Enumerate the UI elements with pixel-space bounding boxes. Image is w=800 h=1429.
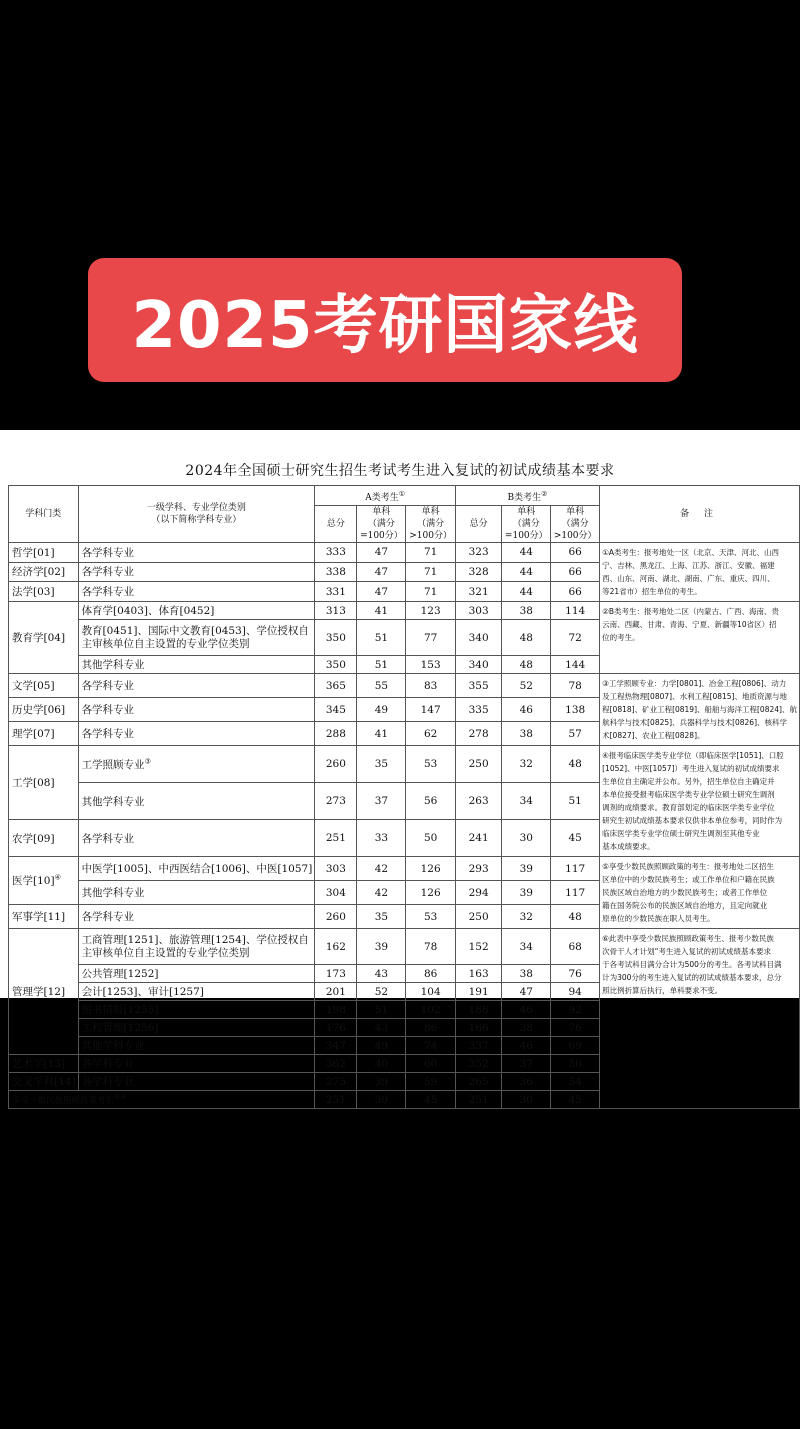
a-single-gt100-cell: 126 <box>406 857 456 881</box>
note-line: ⑥此表中享受少数民族照顾政策考生、报考少数民族 <box>602 934 774 943</box>
a-single100-cell: 51 <box>357 656 406 674</box>
a-total-cell: 350 <box>315 620 357 656</box>
b-single100-cell: 34 <box>502 929 551 965</box>
b-total-cell: 328 <box>455 562 501 582</box>
a-total-cell: 288 <box>315 722 357 746</box>
note-line: 云南、西藏、甘肃、青海、宁夏、新疆等10省区）招 <box>602 620 777 629</box>
b-single100-cell: 46 <box>502 1037 551 1055</box>
header-group-a: A类考生① <box>315 486 456 506</box>
b-total-cell: 250 <box>455 746 501 783</box>
a-single-gt100-cell: 102 <box>406 1001 456 1019</box>
table-row <box>9 543 800 563</box>
note-line: 位的考生。 <box>602 633 640 642</box>
b-single-gt100-cell: 51 <box>551 783 600 820</box>
note-block <box>600 857 800 929</box>
a-single100-cell: 47 <box>357 582 406 602</box>
category-cell: 哲学[01] <box>9 543 79 563</box>
header-notes: 备 注 <box>600 486 800 543</box>
subject-cell: 各学科专业 <box>78 820 315 857</box>
subject-cell: 各学科专业 <box>78 905 315 929</box>
a-total-cell: 347 <box>315 1037 357 1055</box>
header-group-b: B类考生② <box>455 486 599 506</box>
b-total-cell: 265 <box>455 1073 501 1091</box>
note-line: 于各考试科目满分合计为500分的考生。各考试科目满 <box>602 960 782 969</box>
header-a-total: 总分 <box>315 506 357 543</box>
b-single-gt100-cell: 66 <box>551 562 600 582</box>
category-cell: 文学[05] <box>9 674 79 698</box>
b-total-cell: 321 <box>455 582 501 602</box>
score-table <box>8 485 800 1109</box>
document-image <box>0 430 800 1106</box>
b-total-cell: 191 <box>455 983 501 1001</box>
a-total-cell: 303 <box>315 857 357 881</box>
a-single-gt100-cell: 59 <box>406 1073 456 1091</box>
note-line: 研究生初试成绩基本要求仅供非本单位参考，同时作为 <box>602 816 783 825</box>
note-line: ③工学照顾专业：力学[0801]、冶金工程[0806]、动力 <box>602 679 787 688</box>
note-line: 照比例折算后执行，单科要求不变。 <box>602 986 723 995</box>
note-line: ②B类考生：报考地处二区（内蒙古、广西、海南、贵 <box>602 607 779 616</box>
note-line: [1052]、中医[1057]）考生进入复试的初试成绩要求 <box>602 764 780 773</box>
header-a-single100: 单科 （满分=100分） <box>357 506 406 543</box>
table-row <box>9 746 800 783</box>
b-single100-cell: 39 <box>502 857 551 881</box>
a-single-gt100-cell: 60 <box>406 1055 456 1073</box>
b-single-gt100-cell: 76 <box>551 1019 600 1037</box>
a-single-gt100-cell: 45 <box>406 1091 456 1109</box>
a-total-cell: 345 <box>315 698 357 722</box>
b-single-gt100-cell: 144 <box>551 656 600 674</box>
note-line: 基本成绩要求。 <box>602 842 655 851</box>
a-single-gt100-cell: 153 <box>406 656 456 674</box>
note-line: 原单位的少数民族在职人员考生。 <box>602 914 715 923</box>
b-single-gt100-cell: 69 <box>551 1037 600 1055</box>
a-total-cell: 251 <box>315 1091 357 1109</box>
note-line: ④报考临床医学类专业学位（即临床医学[1051]、口腔 <box>602 751 784 760</box>
note-line: 程[0818]、矿业工程[0819]、船舶与海洋工程[0824]、航 <box>602 705 797 714</box>
title-banner <box>88 258 682 382</box>
note-line: ⑤享受少数民族照顾政策的考生：报考地处二区招生 <box>602 862 774 871</box>
note-line: 术[0827]、农业工程[0828]。 <box>602 731 705 740</box>
b-single100-cell: 48 <box>502 620 551 656</box>
table-row <box>9 602 800 620</box>
b-single100-cell: 44 <box>502 543 551 563</box>
a-single100-cell: 41 <box>357 722 406 746</box>
a-total-cell: 176 <box>315 1019 357 1037</box>
b-single-gt100-cell: 72 <box>551 620 600 656</box>
a-total-cell: 260 <box>315 746 357 783</box>
note-line: 籍在国务院公布的民族区域自治地方，且定向就业 <box>602 901 768 910</box>
b-single-gt100-cell: 48 <box>551 746 600 783</box>
table-row <box>9 674 800 698</box>
b-single100-cell: 37 <box>502 1055 551 1073</box>
a-total-cell: 275 <box>315 1073 357 1091</box>
b-total-cell: 355 <box>455 674 501 698</box>
subject-cell: 各学科专业 <box>78 674 315 698</box>
a-single100-cell: 42 <box>357 857 406 881</box>
header-category: 学科门类 <box>9 486 79 543</box>
note-block <box>600 543 800 602</box>
subject-cell: 会计[1253]、审计[1257] <box>78 983 315 1001</box>
b-single-gt100-cell: 117 <box>551 881 600 905</box>
b-total-cell: 293 <box>455 857 501 881</box>
note-line: 计为300分的考生进入复试的初试成绩基本要求，总分 <box>602 973 782 982</box>
a-total-cell: 350 <box>315 656 357 674</box>
b-single-gt100-cell: 66 <box>551 543 600 563</box>
b-total-cell: 152 <box>455 929 501 965</box>
a-single100-cell: 51 <box>357 620 406 656</box>
a-single100-cell: 37 <box>357 783 406 820</box>
b-single100-cell: 34 <box>502 783 551 820</box>
subject-cell: 图书情报[1255] <box>78 1001 315 1019</box>
b-total-cell: 278 <box>455 722 501 746</box>
subject-cell: 其他学科专业 <box>78 656 315 674</box>
subject-cell: 各学科专业 <box>78 543 315 563</box>
b-single100-cell: 39 <box>502 881 551 905</box>
b-total-cell: 163 <box>455 965 501 983</box>
a-single100-cell: 35 <box>357 746 406 783</box>
a-total-cell: 362 <box>315 1055 357 1073</box>
a-total-cell: 273 <box>315 783 357 820</box>
b-single-gt100-cell: 94 <box>551 983 600 1001</box>
b-single100-cell: 47 <box>502 983 551 1001</box>
a-single-gt100-cell: 77 <box>406 620 456 656</box>
note-line: 民族区域自治地方的少数民族考生；或者工作单位 <box>602 888 768 897</box>
b-single-gt100-cell: 92 <box>551 1001 600 1019</box>
a-total-cell: 260 <box>315 905 357 929</box>
a-single100-cell: 43 <box>357 965 406 983</box>
a-single-gt100-cell: 71 <box>406 562 456 582</box>
category-cell: 军事学[11] <box>9 905 79 929</box>
a-total-cell: 338 <box>315 562 357 582</box>
b-total-cell: 250 <box>455 905 501 929</box>
a-single-gt100-cell: 62 <box>406 722 456 746</box>
b-total-cell: 335 <box>455 698 501 722</box>
category-cell: 享受少数民族照顾政策考生⑤⑥ <box>9 1091 315 1109</box>
note-line: 宁、吉林、黑龙江、上海、江苏、浙江、安徽、福建 <box>602 561 775 570</box>
subject-cell: 教育[0451]、国际中文教育[0453]、学位授权自主审核单位自主设置的专业学位类别 <box>78 620 315 656</box>
b-single-gt100-cell: 68 <box>551 929 600 965</box>
note-line: ①A类考生：报考地处一区（北京、天津、河北、山西 <box>602 548 779 557</box>
note-block <box>600 929 800 1109</box>
b-single100-cell: 44 <box>502 562 551 582</box>
category-cell: 理学[07] <box>9 722 79 746</box>
a-single100-cell: 42 <box>357 881 406 905</box>
a-single100-cell: 49 <box>357 1037 406 1055</box>
b-single-gt100-cell: 114 <box>551 602 600 620</box>
a-single100-cell: 33 <box>357 820 406 857</box>
note-line: 及工程热物理[0807]、水利工程[0815]、地质资源与地 <box>602 692 788 701</box>
category-cell: 经济学[02] <box>9 562 79 582</box>
a-total-cell: 162 <box>315 929 357 965</box>
a-single100-cell: 43 <box>357 1019 406 1037</box>
b-single-gt100-cell: 45 <box>551 1091 600 1109</box>
b-total-cell: 340 <box>455 656 501 674</box>
b-single100-cell: 30 <box>502 1091 551 1109</box>
note-line: 次骨干人才计划“考生进入复试的初试成绩基本要求 <box>602 947 772 956</box>
a-single-gt100-cell: 86 <box>406 1019 456 1037</box>
a-single-gt100-cell: 126 <box>406 881 456 905</box>
a-single100-cell: 52 <box>357 983 406 1001</box>
b-single100-cell: 38 <box>502 1019 551 1037</box>
header-b-single-gt100: 单科 （满分>100分） <box>551 506 600 543</box>
b-single-gt100-cell: 45 <box>551 820 600 857</box>
note-line: 区单位中的少数民族考生；或工作单位和户籍在民族 <box>602 875 775 884</box>
a-total-cell: 331 <box>315 582 357 602</box>
note-line: 等21省市）招生单位的考生。 <box>602 587 702 596</box>
note-line: 临床医学类专业学位硕士研究生调剂至其他专业 <box>602 829 760 838</box>
subject-cell: 工程管理[1256] <box>78 1019 315 1037</box>
b-single100-cell: 52 <box>502 674 551 698</box>
b-single100-cell: 38 <box>502 602 551 620</box>
a-single100-cell: 51 <box>357 1001 406 1019</box>
b-total-cell: 166 <box>455 1019 501 1037</box>
a-single-gt100-cell: 56 <box>406 783 456 820</box>
a-single100-cell: 35 <box>357 905 406 929</box>
b-single100-cell: 44 <box>502 582 551 602</box>
a-total-cell: 173 <box>315 965 357 983</box>
subject-cell: 工学照顾专业③ <box>78 746 315 783</box>
a-single-gt100-cell: 71 <box>406 582 456 602</box>
category-cell: 教育学[04] <box>9 602 79 674</box>
a-single100-cell: 55 <box>357 674 406 698</box>
b-single100-cell: 32 <box>502 746 551 783</box>
table-row <box>9 857 800 881</box>
b-total-cell: 337 <box>455 1037 501 1055</box>
a-single-gt100-cell: 53 <box>406 905 456 929</box>
a-total-cell: 313 <box>315 602 357 620</box>
b-single-gt100-cell: 54 <box>551 1073 600 1091</box>
b-total-cell: 188 <box>455 1001 501 1019</box>
header-a-single-gt100: 单科 （满分>100分） <box>406 506 456 543</box>
b-single100-cell: 38 <box>502 965 551 983</box>
subject-cell: 各学科专业 <box>78 698 315 722</box>
banner-title: 2025考研国家线 <box>131 289 639 363</box>
note-block <box>600 602 800 674</box>
note-line: 西、山东、河南、湖北、湖南、广东、重庆、四川、 <box>602 574 775 583</box>
b-single-gt100-cell: 76 <box>551 965 600 983</box>
a-total-cell: 333 <box>315 543 357 563</box>
b-single100-cell: 46 <box>502 698 551 722</box>
document-title: 2024年全国硕士研究生招生考试考生进入复试的初试成绩基本要求 <box>185 463 615 479</box>
a-single100-cell: 41 <box>357 602 406 620</box>
subject-cell: 工商管理[1251]、旅游管理[1254]、学位授权自主审核单位自主设置的专业学位类别 <box>78 929 315 965</box>
a-single-gt100-cell: 123 <box>406 602 456 620</box>
category-cell: 管理学[12] <box>9 929 79 1055</box>
category-cell: 农学[09] <box>9 820 79 857</box>
b-single-gt100-cell: 138 <box>551 698 600 722</box>
b-single-gt100-cell: 117 <box>551 857 600 881</box>
a-single100-cell: 39 <box>357 1073 406 1091</box>
note-line: 调剂的成绩要求。教育部划定的临床医学类专业学位 <box>602 803 775 812</box>
a-single-gt100-cell: 53 <box>406 746 456 783</box>
a-single-gt100-cell: 78 <box>406 929 456 965</box>
b-total-cell: 294 <box>455 881 501 905</box>
a-single100-cell: 47 <box>357 562 406 582</box>
b-single100-cell: 38 <box>502 722 551 746</box>
a-single-gt100-cell: 74 <box>406 1037 456 1055</box>
category-cell: 医学[10]④ <box>9 857 79 905</box>
a-single100-cell: 49 <box>357 698 406 722</box>
a-single-gt100-cell: 86 <box>406 965 456 983</box>
header-b-single100: 单科 （满分=100分） <box>502 506 551 543</box>
a-total-cell: 304 <box>315 881 357 905</box>
b-single-gt100-cell: 66 <box>551 582 600 602</box>
a-single100-cell: 30 <box>357 1091 406 1109</box>
b-single-gt100-cell: 48 <box>551 905 600 929</box>
subject-cell: 其他学科专业 <box>78 881 315 905</box>
b-single-gt100-cell: 78 <box>551 674 600 698</box>
subject-cell: 体育学[0403]、体育[0452] <box>78 602 315 620</box>
subject-cell: 其他学科专业 <box>78 1037 315 1055</box>
b-total-cell: 340 <box>455 620 501 656</box>
subject-cell: 中医学[1005]、中西医结合[1006]、中医[1057] <box>78 857 315 881</box>
a-single-gt100-cell: 83 <box>406 674 456 698</box>
a-total-cell: 201 <box>315 983 357 1001</box>
category-cell: 艺术学[13] <box>9 1055 79 1073</box>
header-subject: 一级学科、专业学位类别 （以下简称学科专业） <box>78 486 315 543</box>
category-cell: 交叉学科[14] <box>9 1073 79 1091</box>
subject-cell: 各学科专业 <box>78 1073 315 1091</box>
b-single100-cell: 32 <box>502 905 551 929</box>
subject-cell: 各学科专业 <box>78 582 315 602</box>
category-cell: 历史学[06] <box>9 698 79 722</box>
b-single100-cell: 46 <box>502 1001 551 1019</box>
category-cell: 法学[03] <box>9 582 79 602</box>
b-total-cell: 352 <box>455 1055 501 1073</box>
table-row <box>9 929 800 965</box>
b-total-cell: 303 <box>455 602 501 620</box>
a-total-cell: 198 <box>315 1001 357 1019</box>
a-single100-cell: 39 <box>357 929 406 965</box>
a-single100-cell: 47 <box>357 543 406 563</box>
b-total-cell: 241 <box>455 820 501 857</box>
subject-cell: 其他学科专业 <box>78 783 315 820</box>
b-total-cell: 263 <box>455 783 501 820</box>
note-block <box>600 674 800 746</box>
a-total-cell: 251 <box>315 820 357 857</box>
subject-cell: 各学科专业 <box>78 1055 315 1073</box>
category-cell: 工学[08] <box>9 746 79 820</box>
b-single100-cell: 36 <box>502 1073 551 1091</box>
subject-cell: 各学科专业 <box>78 562 315 582</box>
b-single-gt100-cell: 57 <box>551 722 600 746</box>
b-total-cell: 251 <box>455 1091 501 1109</box>
a-total-cell: 365 <box>315 674 357 698</box>
header-b-total: 总分 <box>455 506 501 543</box>
b-single100-cell: 30 <box>502 820 551 857</box>
subject-cell: 公共管理[1252] <box>78 965 315 983</box>
subject-cell: 各学科专业 <box>78 722 315 746</box>
a-single100-cell: 40 <box>357 1055 406 1073</box>
note-line: 航科学与技术[0825]、兵器科学与技术[0826]、核科学 <box>602 718 788 727</box>
note-line: 本单位接受报考临床医学类专业学位硕士研究生调剂 <box>602 790 775 799</box>
a-single-gt100-cell: 147 <box>406 698 456 722</box>
note-block <box>600 746 800 857</box>
a-single-gt100-cell: 71 <box>406 543 456 563</box>
a-single-gt100-cell: 50 <box>406 820 456 857</box>
a-single-gt100-cell: 104 <box>406 983 456 1001</box>
note-line: 生单位自主确定并公布。另外，招生单位自主确定并 <box>602 777 775 786</box>
b-single100-cell: 48 <box>502 656 551 674</box>
b-single-gt100-cell: 56 <box>551 1055 600 1073</box>
b-total-cell: 323 <box>455 543 501 563</box>
